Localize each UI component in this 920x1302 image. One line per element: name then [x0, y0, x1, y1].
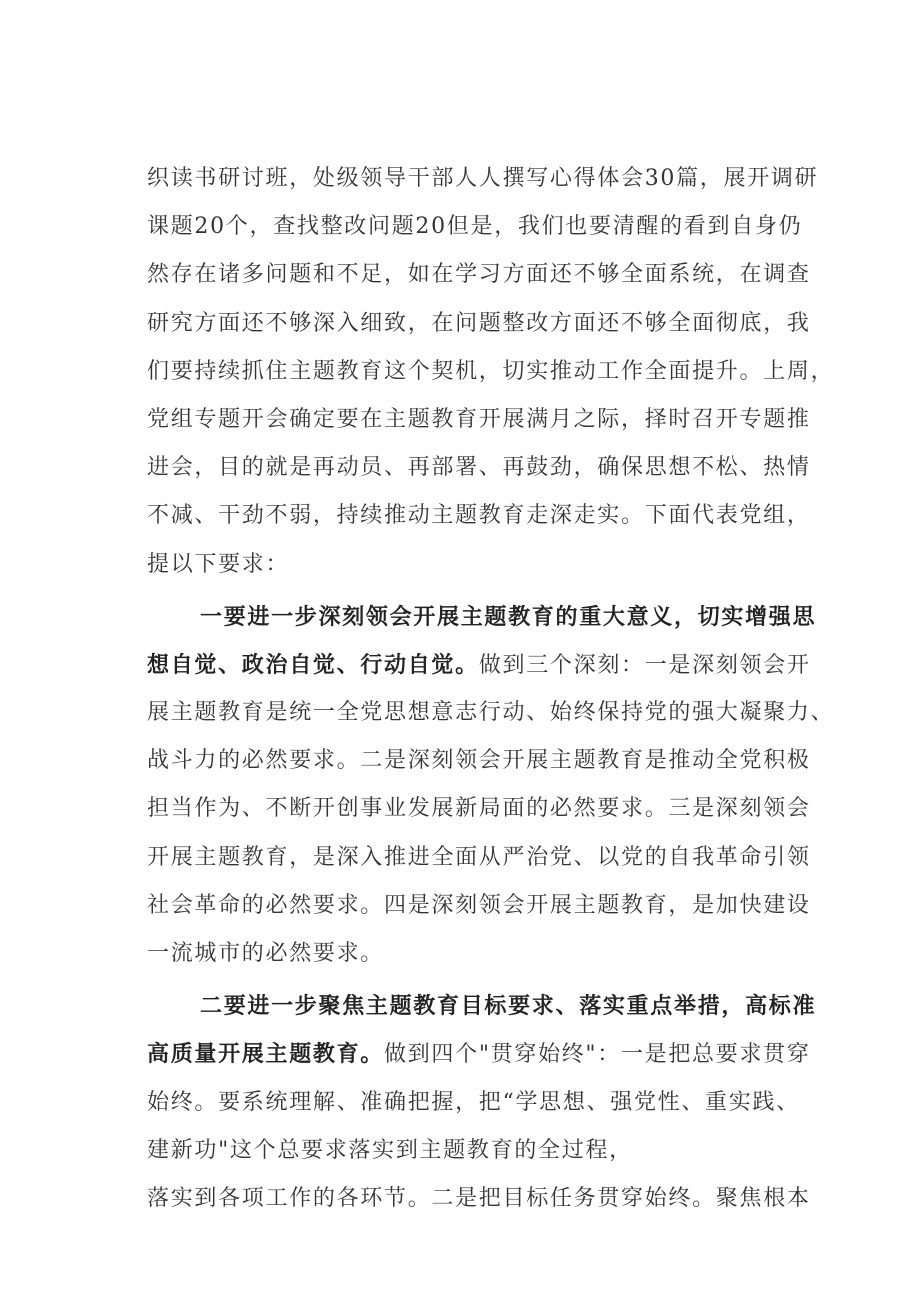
text-line: 党组专题开会确定要在主题教育开展满月之际，择时召开专题推 [147, 406, 811, 432]
section-heading-line: 二要进一步聚焦主题教育目标要求、落实重点举措，高标准 [200, 993, 817, 1020]
section-heading-tail: 想自觉、政治自觉、行动自觉。 [147, 651, 479, 678]
text-run: 做到四个"贯穿始终"：一是把总要求贯穿 [384, 1042, 811, 1068]
text-line: 展主题教育是统一全党思想意志行动、始终保持党的强大凝聚力、 [147, 700, 835, 726]
text-line: 不减、干劲不弱，持续推动主题教育走深走实。下面代表党组， [147, 503, 811, 529]
section-heading-line: 一要进一步深刻领会开展主题教育的重大意义，切实增强思 [200, 603, 817, 630]
text-line: 社会革命的必然要求。四是深刻领会开展主题教育，是加快建设 [147, 892, 811, 918]
text-line: 一流城市的必然要求。 [147, 941, 385, 966]
text-line: 建新功"这个总要求落实到主题教育的全过程， [147, 1137, 633, 1163]
text-line: 始终。要系统理解、准确把握，把“学思想、强党性、重实践、 [147, 1089, 800, 1115]
text-line: 担当作为、不断开创事业发展新局面的必然要求。三是深刻领会 [147, 796, 811, 822]
paragraph-2 [147, 593, 835, 979]
text-run: 做到三个深刻：一是深刻领会开 [478, 652, 811, 678]
text-line: 进会，目的就是再动员、再部署、再鼓劲，确保思想不松、热情 [147, 455, 811, 481]
text-line: 战斗力的必然要求。二是深刻领会开展主题教育是推动全党积极 [147, 748, 811, 774]
text-line: 开展主题教育，是深入推进全面从严治党、以党的自我革命引领 [147, 844, 811, 870]
text-line: 提以下要求： [147, 551, 290, 577]
text-line: 课题20个，查找整改问题20但是，我们也要清醒的看到自身仍 [147, 214, 803, 240]
text-line: 然存在诸多问题和不足，如在学习方面还不够全面系统，在调查 [147, 262, 811, 288]
mixed-line [147, 1030, 811, 1078]
mixed-line [147, 641, 811, 689]
body-text [147, 155, 835, 1223]
paragraph-1 [147, 155, 835, 589]
section-heading-tail: 高质量开展主题教育。 [147, 1041, 385, 1068]
text-line: 们要持续抓住主题教育这个契机，切实推动工作全面提升。上周， [147, 358, 835, 384]
text-line: 落实到各项工作的各环节。二是把目标任务贯穿始终。聚焦根本 [147, 1185, 811, 1211]
paragraph-3 [147, 982, 817, 1223]
text-line: 研究方面还不够深入细致，在问题整改方面还不够全面彻底，我 [147, 310, 811, 336]
text-line: 织读书研讨班，处级领导干部人人撰写心得体会30篇，展开调研 [147, 166, 819, 191]
